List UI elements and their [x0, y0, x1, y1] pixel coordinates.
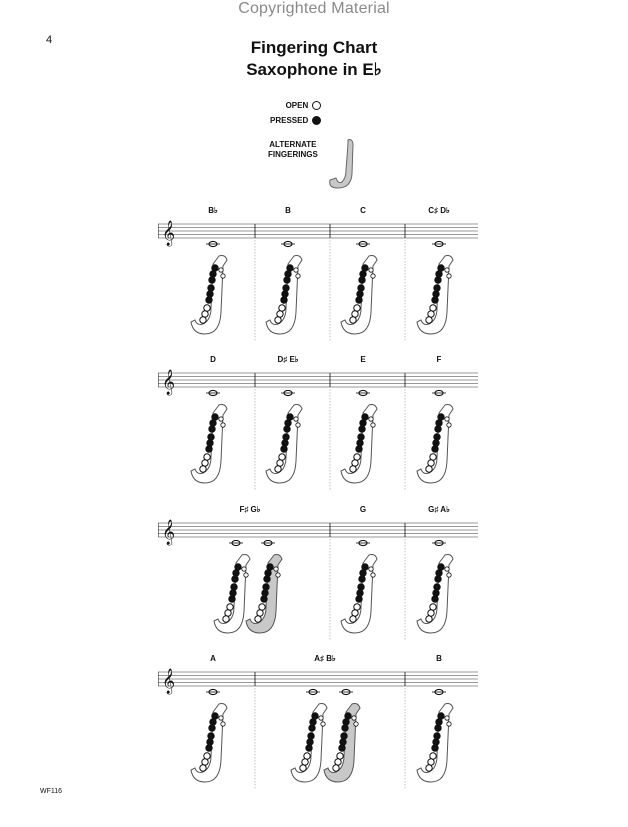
alternate-saxophone-icon: [322, 136, 362, 194]
chart-subtitle: Saxophone in E♭: [246, 60, 382, 79]
treble-clef-icon: 𝄞: [162, 669, 176, 694]
saxophone-diagram: [417, 704, 453, 783]
note-label: B: [285, 206, 291, 215]
staff-3: [158, 503, 478, 643]
treble-clef-icon: 𝄞: [162, 370, 176, 395]
legend-alternate-line2: FINGERINGS: [268, 150, 318, 159]
note-label: C: [360, 206, 366, 215]
legend: [270, 98, 321, 128]
saxophone-diagram: [191, 256, 227, 335]
note-label: F: [436, 355, 442, 364]
legend-open-label: OPEN: [285, 101, 309, 110]
saxophone-diagram: [191, 704, 227, 783]
saxophone-diagram: [266, 256, 302, 335]
note-label: F♯ G♭: [239, 505, 261, 514]
saxophone-diagram: [341, 405, 377, 484]
note-label: C♯ D♭: [428, 206, 450, 215]
note-label: G: [359, 505, 367, 514]
section-2: [158, 353, 478, 493]
saxophone-diagram: [191, 405, 227, 484]
treble-clef-icon: 𝄞: [162, 221, 176, 246]
footer-code: WF116: [40, 788, 63, 795]
saxophone-diagram: [417, 555, 453, 634]
saxophone-diagram: [291, 704, 327, 783]
note-label: A♯ B♭: [314, 654, 336, 663]
note-label: D: [210, 355, 216, 364]
pressed-key-icon: [312, 116, 321, 125]
page-number: 4: [46, 34, 53, 46]
note-label: E: [360, 355, 366, 364]
note-label: B♭: [208, 206, 218, 215]
note-label: D♯ E♭: [277, 355, 299, 364]
treble-clef-icon: 𝄞: [162, 520, 176, 545]
saxophone-diagram: [341, 256, 377, 335]
saxophone-diagram: [417, 405, 453, 484]
note-label: B: [436, 654, 442, 663]
chart-title: Fingering Chart: [250, 38, 378, 57]
legend-pressed-label: PRESSED: [270, 116, 309, 125]
staff-4: [158, 652, 478, 792]
staff-2: [158, 353, 478, 493]
section-1: [158, 204, 478, 344]
watermark: Copyrighted Material: [238, 0, 390, 17]
note-label: G♯ A♭: [428, 505, 450, 514]
note-label: A: [210, 654, 216, 663]
staff-1: [158, 204, 478, 344]
section-3: [158, 503, 478, 643]
saxophone-diagram: [266, 405, 302, 484]
legend-alternate-line1: ALTERNATE: [269, 140, 317, 149]
alternate-saxophone-diagram: [324, 704, 360, 783]
open-key-icon: [312, 101, 321, 110]
section-4: [158, 652, 478, 792]
saxophone-diagram: [341, 555, 377, 634]
saxophone-diagram: [417, 256, 453, 335]
alternate-saxophone-diagram: [246, 555, 282, 634]
legend-alternate: [268, 140, 318, 160]
saxophone-diagram: [214, 555, 250, 634]
